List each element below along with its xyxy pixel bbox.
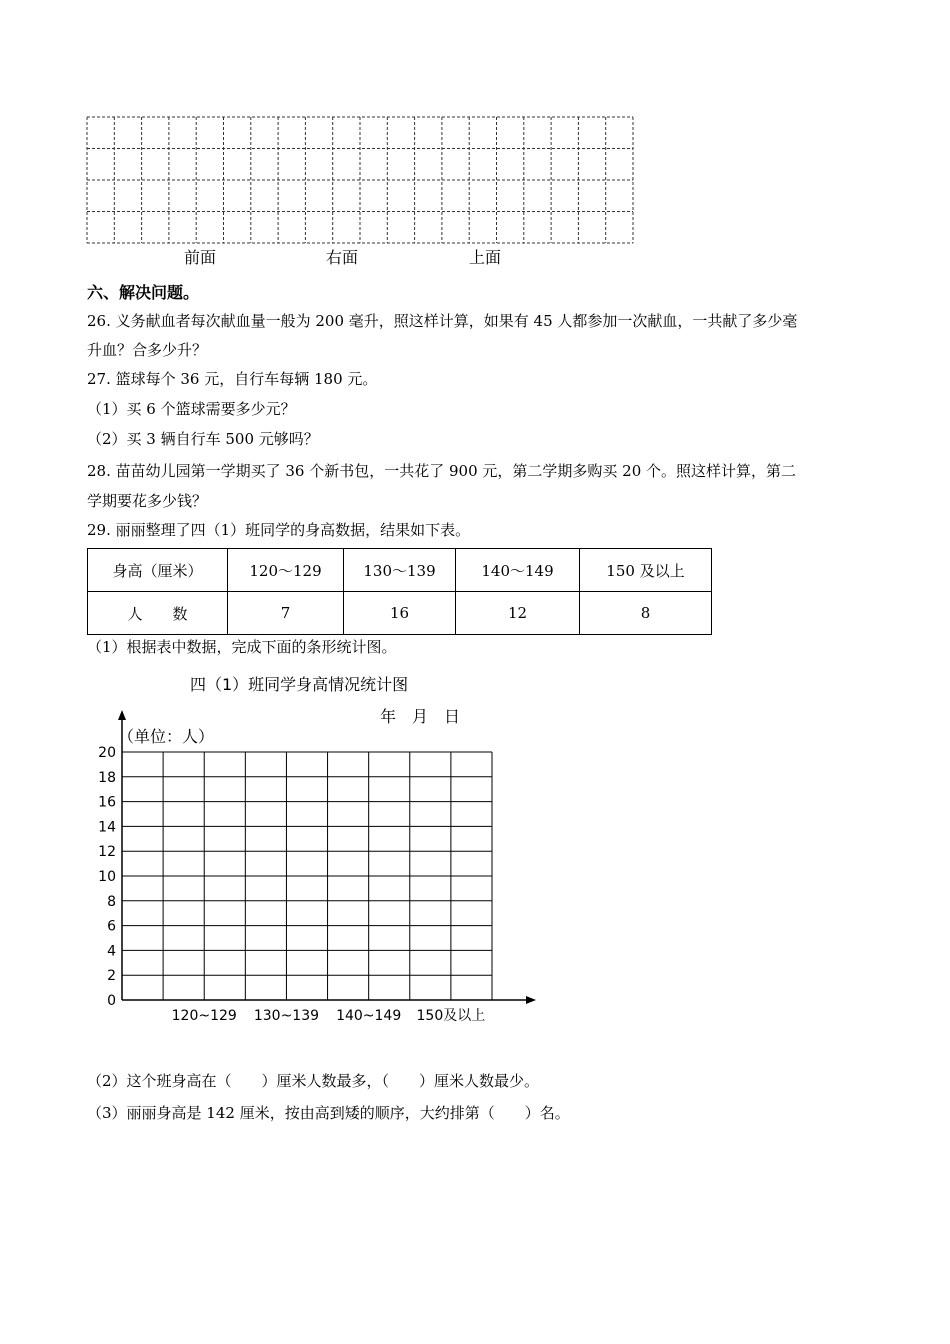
x-category-label: 120~129: [171, 1008, 237, 1024]
section-title: 六、解决问题。: [87, 283, 200, 302]
x-category-label: 150及以上: [416, 1008, 486, 1024]
y-tick-label: 8: [107, 893, 116, 910]
table-cell: 150 及以上: [580, 549, 712, 592]
y-tick-label: 0: [107, 993, 116, 1009]
table-cell: 140～149: [456, 549, 580, 592]
table-row: [88, 592, 712, 635]
q28-line2: 学期要花多少钱？: [87, 492, 208, 510]
y-axis-arrow: [118, 710, 126, 720]
y-tick-label: 20: [98, 745, 116, 761]
q29-sub3: （3）丽丽身高是 142 厘米，按由高到矮的顺序，大约排第（ ）名。: [87, 1104, 570, 1122]
y-tick-label: 14: [98, 819, 116, 836]
table-cell: 120～129: [228, 549, 344, 592]
y-tick-label: 10: [98, 869, 116, 885]
table-cell: 身高（厘米）: [88, 549, 228, 592]
height-data-table: [87, 548, 712, 635]
three-view-dotted-grid: [86, 116, 634, 244]
y-tick-label: 6: [107, 918, 116, 935]
q29-sub2: （2）这个班身高在（ ）厘米人数最多，（ ）厘米人数最少。: [87, 1072, 540, 1090]
chart-title: 四（1）班同学身高情况统计图: [190, 675, 409, 694]
y-tick-label: 18: [98, 769, 116, 786]
top-view-label: 上面: [469, 248, 502, 267]
x-axis-arrow: [526, 996, 536, 1004]
table-row: [88, 549, 712, 592]
front-view-label: 前面: [184, 248, 217, 267]
y-tick-label: 12: [98, 844, 116, 861]
q29-sub1: （1）根据表中数据，完成下面的条形统计图。: [87, 638, 397, 656]
chart-date-label: 年 月 日: [380, 707, 461, 726]
x-category-label: 130~139: [253, 1008, 320, 1024]
x-category-label: 140~149: [336, 1008, 402, 1024]
table-cell: 7: [228, 592, 344, 635]
right-view-label: 右面: [326, 248, 359, 267]
q27-stem: 27. 篮球每个 36 元，自行车每辆 180 元。: [87, 370, 378, 388]
q27-sub2: （2）买 3 辆自行车 500 元够吗？: [87, 430, 319, 448]
y-tick-label: 2: [107, 968, 116, 985]
table-cell: 12: [456, 592, 580, 635]
chart-y-unit-label: （单位：人）: [118, 727, 215, 746]
table-cell: 8: [580, 592, 712, 635]
height-bar-chart: [90, 670, 550, 1030]
table-cell: 130～139: [344, 549, 456, 592]
q27-sub1: （1）买 6 个篮球需要多少元？: [87, 400, 296, 418]
q26-line1: 26. 义务献血者每次献血量一般为 200 毫升，照这样计算，如果有 45 人都参加一次献血，一共献了多少毫: [87, 312, 798, 330]
y-tick-label: 4: [107, 943, 116, 960]
y-tick-label: 16: [98, 794, 116, 811]
table-cell: 人 数: [88, 592, 228, 635]
q26-line2: 升血？合多少升？: [87, 341, 208, 359]
table-cell: 16: [344, 592, 456, 635]
q28-line1: 28. 苗苗幼儿园第一学期买了 36 个新书包，一共花了 900 元，第二学期多购买 20 个。照这样计算，第二: [87, 462, 797, 480]
q29-stem: 29. 丽丽整理了四（1）班同学的身高数据，结果如下表。: [87, 521, 471, 539]
